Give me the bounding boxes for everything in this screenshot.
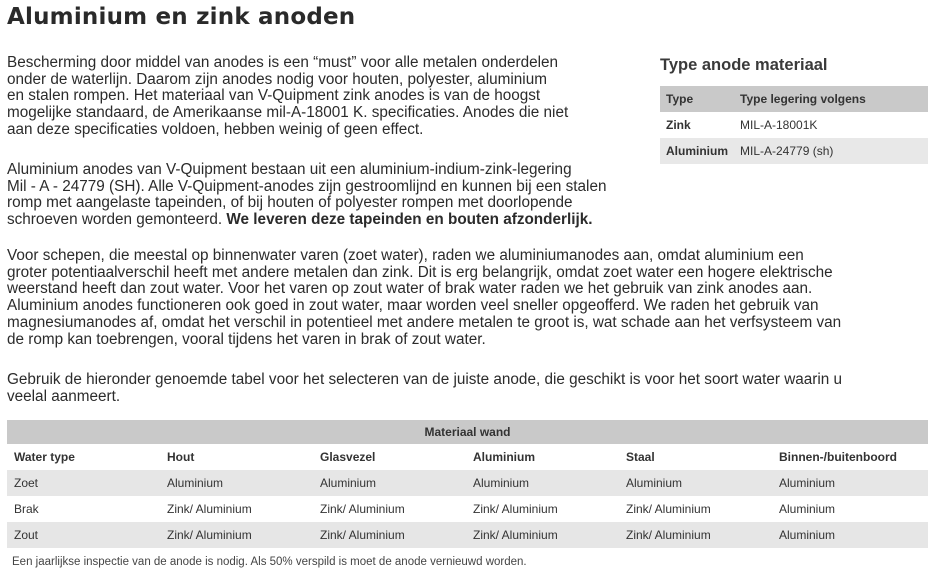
group-header: Materiaal wand bbox=[7, 420, 928, 444]
type-cell: Zink bbox=[666, 118, 691, 132]
text-line: Bescherming door middel van anodes is een “must” voor alle metalen onderdelen bbox=[7, 54, 558, 71]
table-cell: Aluminium bbox=[466, 470, 619, 496]
table-footnote: Een jaarlijkse inspectie van de anode is nodig. Als 50% verspild is moet de anode vernieuwd worden. bbox=[12, 556, 527, 568]
aluminium-paragraph bbox=[7, 162, 606, 229]
table-header-row bbox=[660, 86, 928, 112]
page-title: Aluminium en zink anoden bbox=[7, 4, 356, 30]
text-line: groter potentiaalverschil heeft met andere metalen dan zink. Dit is erg belangrijk, omdat zoet water een hogere elektrische bbox=[7, 263, 833, 281]
table-intro-paragraph bbox=[7, 372, 842, 405]
table-cell: Aluminium bbox=[772, 470, 928, 496]
text-line: weerstand heeft dan zout water. Voor het varen op zout water of brak water raden we het gebruik van zink anodes aan. bbox=[7, 280, 813, 298]
table-cell: Zink/ Aluminium bbox=[167, 502, 252, 516]
header-cell: Water type bbox=[7, 444, 160, 470]
table-row bbox=[7, 522, 928, 548]
text-line: Mil - A - 24779 (SH). Alle V-Quipment-anodes zijn gestroomlijnd en kunnen bij een stalen bbox=[7, 177, 607, 195]
table-header-row bbox=[7, 444, 928, 470]
text-line: Aluminium anodes functioneren ook goed in zout water, maar worden veel sneller opgeofferd. We raden het gebruik van bbox=[7, 297, 819, 315]
table-cell: Zoet bbox=[7, 470, 160, 496]
table-cell: Zink/ Aluminium bbox=[466, 522, 619, 548]
table-cell: Aluminium bbox=[772, 522, 928, 548]
table-cell: Zink/ Aluminium bbox=[160, 522, 313, 548]
text-line: mogelijke standaard, de Amerikaanse mil-A-18001 K. specificaties. Anodes die niet bbox=[7, 104, 569, 122]
table-row bbox=[660, 138, 928, 164]
header-cell: Type legering volgens bbox=[734, 86, 928, 112]
alloy-cell: MIL-A-18001K bbox=[740, 118, 818, 132]
text-bold-note: We leveren deze tapeinden en bouten afzonderlijk. bbox=[226, 211, 593, 229]
text-line: aan deze specificaties voldoen, hebben weinig of geen effect. bbox=[7, 120, 424, 138]
text-line: de romp kan toebrengen, vooral tijdens het varen in brak of zout water. bbox=[7, 330, 486, 348]
anode-type-title: Type anode materiaal bbox=[660, 56, 828, 74]
table-cell: Zink/ Aluminium bbox=[320, 502, 405, 516]
text-line: Voor schepen, die meestal op binnenwater varen (zoet water), raden we aluminiumanodes aan, omdat aluminium een bbox=[7, 247, 804, 264]
table-row bbox=[7, 496, 928, 522]
header-cell: Binnen-/buitenboord bbox=[772, 444, 928, 470]
intro-paragraph bbox=[7, 55, 568, 139]
advice-paragraph bbox=[7, 248, 841, 348]
group-header-row bbox=[7, 420, 928, 444]
anode-type-table bbox=[660, 86, 928, 164]
header-cell: Type bbox=[660, 86, 734, 112]
table-cell: Zout bbox=[7, 522, 160, 548]
table-cell: Aluminium bbox=[313, 470, 466, 496]
anode-type-panel bbox=[660, 56, 928, 164]
header-cell: Aluminium bbox=[466, 444, 619, 470]
table-cell: Aluminium bbox=[779, 502, 836, 516]
table-cell: Zink/ Aluminium bbox=[313, 522, 466, 548]
type-cell: Aluminium bbox=[660, 138, 734, 164]
text-line: veelal aanmeert. bbox=[7, 387, 121, 405]
text-line: Gebruik de hieronder genoemde tabel voor het selecteren van de juiste anode, die geschikt is voor het soort water waarin u bbox=[7, 371, 843, 388]
header-cell: Staal bbox=[619, 444, 772, 470]
table-cell: Brak bbox=[14, 502, 39, 516]
anode-selection-table bbox=[7, 420, 928, 548]
text-regular: schroeven worden gemonteerd. bbox=[7, 211, 227, 229]
text-line: romp met aangelaste tapeinden, of bij houten of polyester rompen met doorlopende bbox=[7, 194, 573, 212]
table-cell: Zink/ Aluminium bbox=[473, 502, 558, 516]
table-cell: Aluminium bbox=[619, 470, 772, 496]
alloy-cell: MIL-A-24779 (sh) bbox=[734, 138, 928, 164]
table-cell: Zink/ Aluminium bbox=[619, 522, 772, 548]
text-line: en stalen rompen. Het materiaal van V-Quipment zink anodes is van de hoogst bbox=[7, 87, 541, 105]
table-row bbox=[7, 470, 928, 496]
header-cell: Glasvezel bbox=[313, 444, 466, 470]
table-cell: Zink/ Aluminium bbox=[626, 502, 711, 516]
header-cell: Hout bbox=[160, 444, 313, 470]
text-line bbox=[7, 212, 606, 229]
text-line: magnesiumanodes af, omdat het verschil in potentieel met andere metalen te groot is, wat schade aan het verfsysteem van bbox=[7, 313, 842, 331]
text-line: onder de waterlijn. Daarom zijn anodes nodig voor houten, polyester, aluminium bbox=[7, 70, 547, 88]
text-line: Aluminium anodes van V-Quipment bestaan uit een aluminium-indium-zink-legering bbox=[7, 161, 572, 178]
table-row bbox=[660, 112, 928, 138]
table-cell: Aluminium bbox=[160, 470, 313, 496]
